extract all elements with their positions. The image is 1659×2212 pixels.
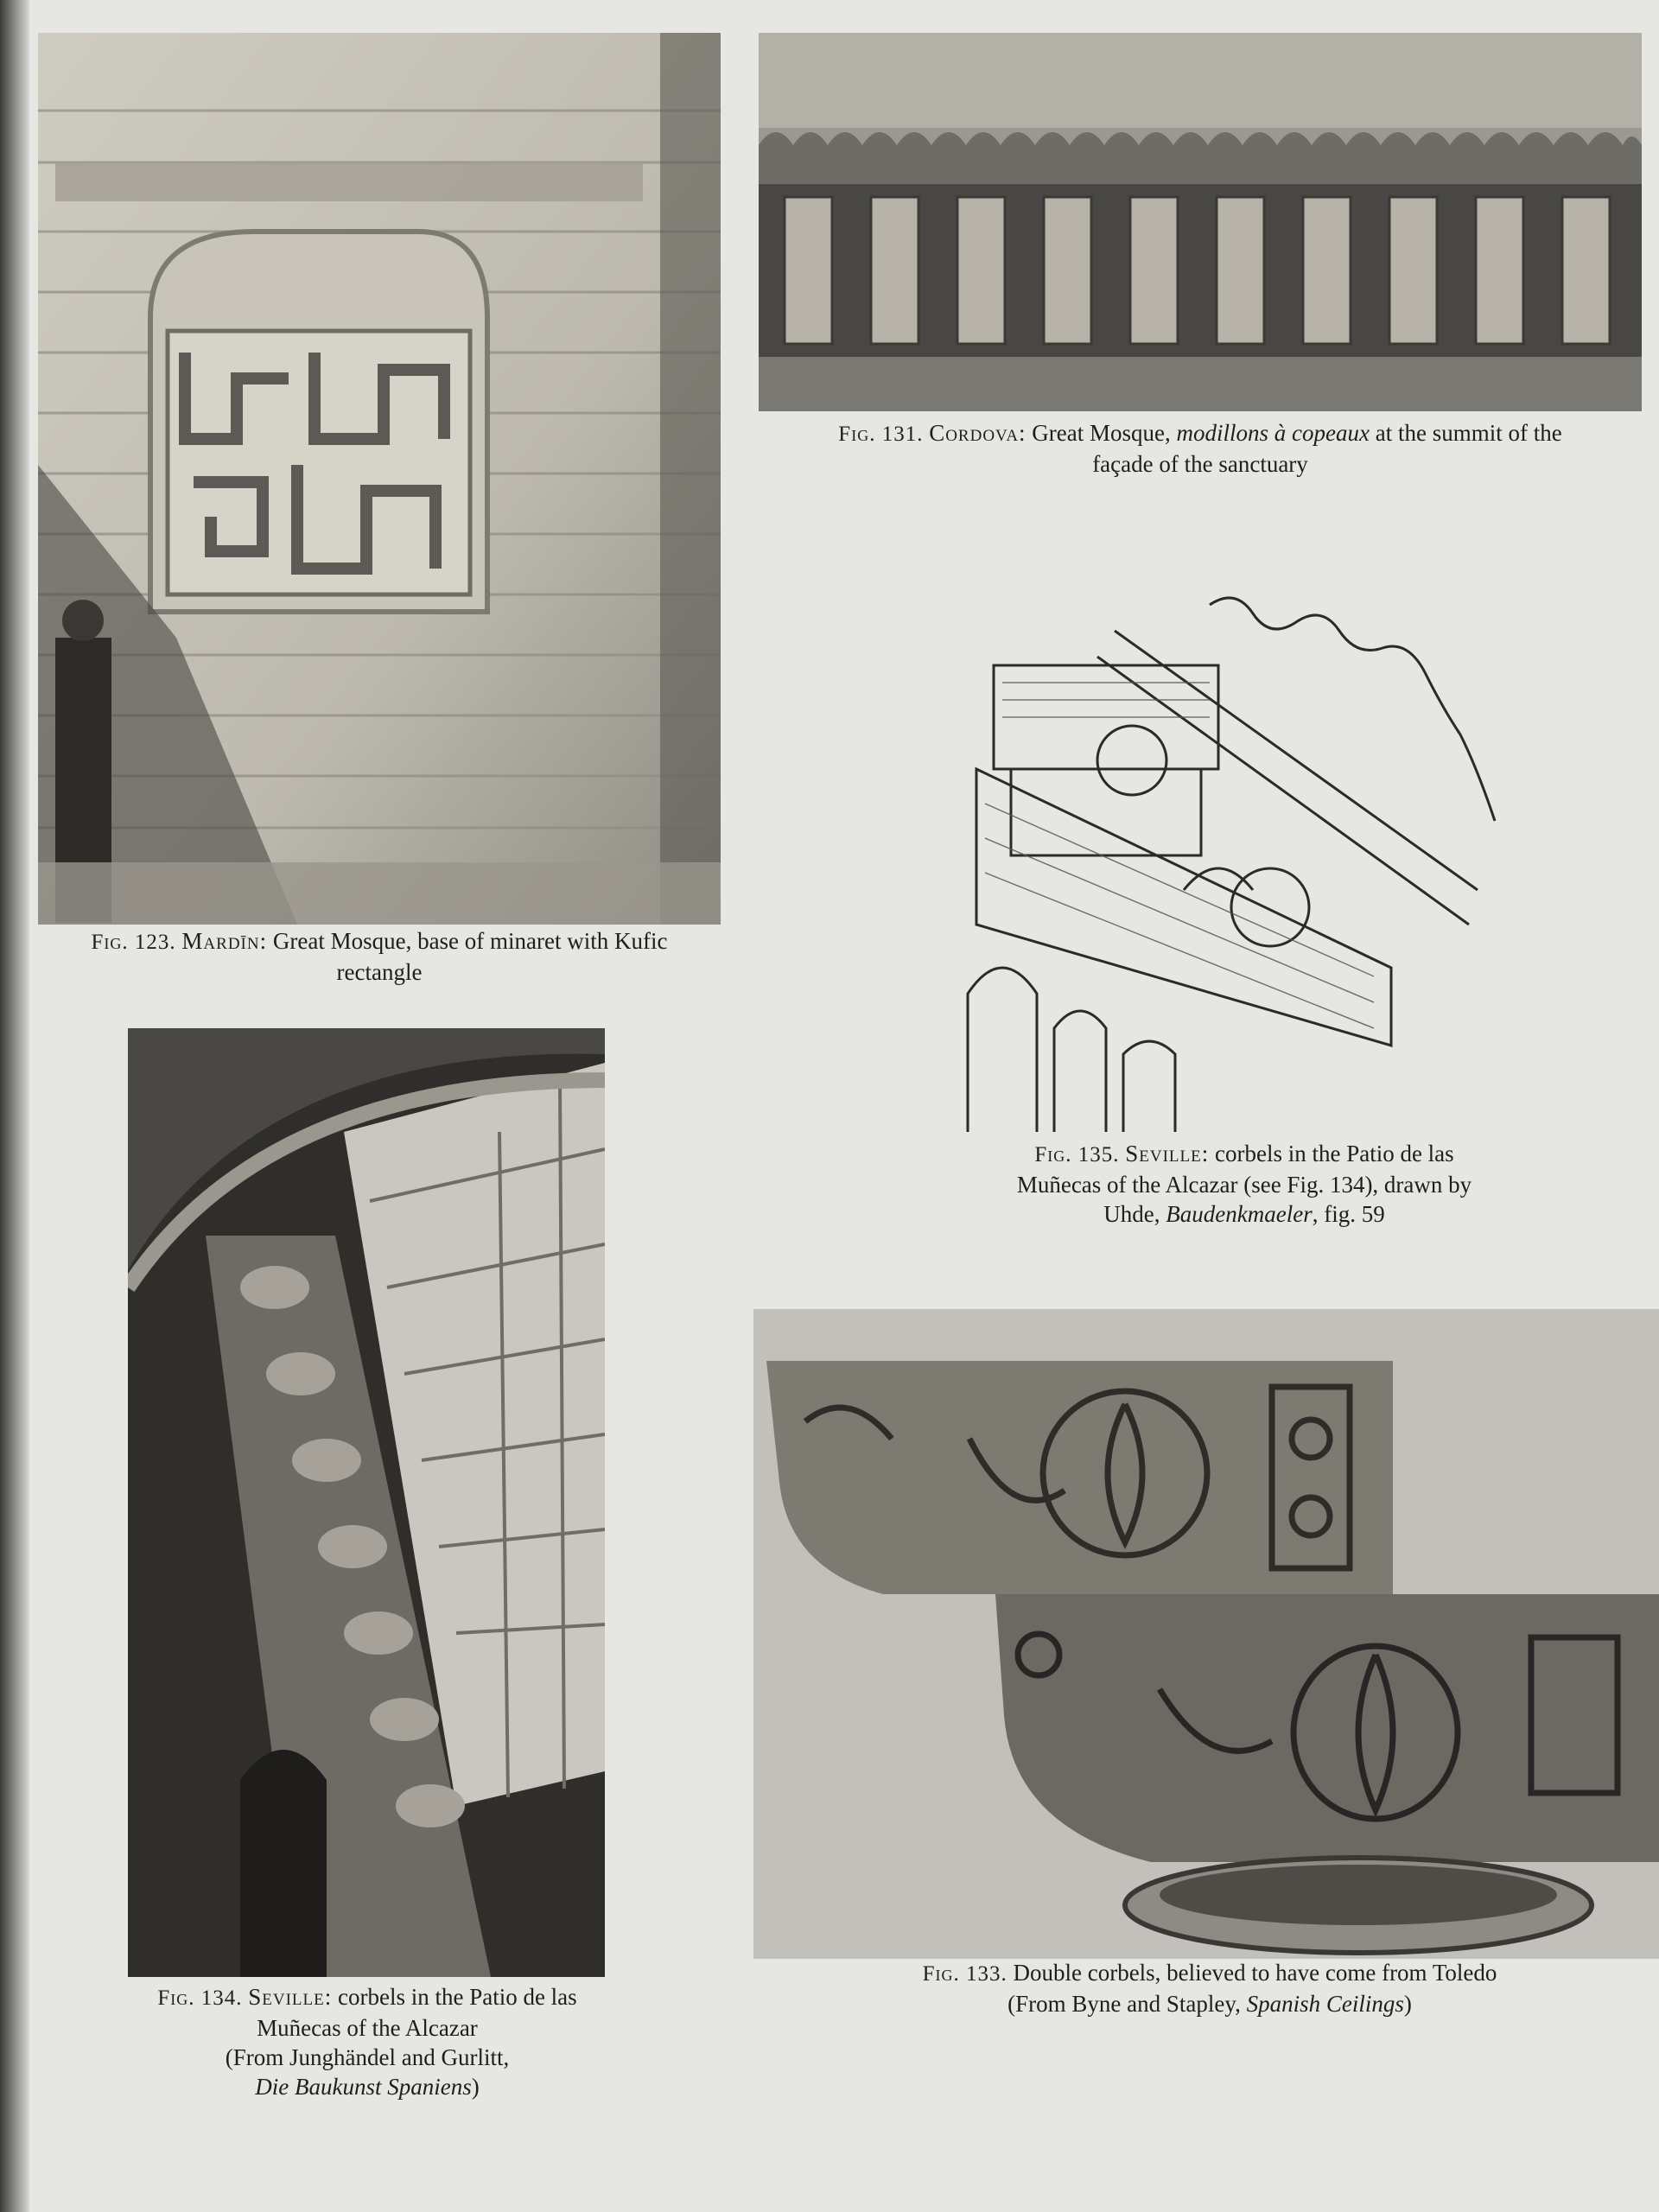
caption-text: corbels in the Patio de las — [337, 1984, 577, 2010]
caption-fig-133 — [760, 1958, 1659, 2018]
drawing-fig-135-corbels — [925, 562, 1512, 1132]
caption-text: rectangle — [336, 959, 423, 985]
caption-text: ) — [471, 2074, 480, 2100]
caption-text: (From Junghändel and Gurlitt, — [225, 2044, 510, 2070]
caption-text: , fig. 59 — [1312, 1201, 1385, 1227]
photo-fig-123-minaret — [38, 33, 721, 925]
figure-number: Fig. 134. — [157, 1986, 243, 2010]
figure-number: Fig. 131. — [838, 423, 924, 446]
caption-text: ) — [1403, 1991, 1412, 2017]
caption-text: Great Mosque, — [1032, 420, 1171, 446]
caption-text: Muñecas of the Alcazar (see Fig. 134), drawn by — [1016, 1172, 1472, 1198]
caption-fig-135 — [916, 1139, 1573, 1229]
photo-fig-134-patio — [128, 1028, 605, 1977]
caption-italic-term: Spanish Ceilings — [1246, 1991, 1404, 2017]
caption-text: Double corbels, believed to have come from Toledo — [1013, 1960, 1497, 1986]
place-name: Cordova: — [929, 420, 1027, 446]
caption-fig-131 — [759, 418, 1642, 479]
caption-text: corbels in the Patio de las — [1214, 1141, 1454, 1166]
caption-italic-term: Baudenkmaeler — [1166, 1201, 1313, 1227]
figure-number: Fig. 133. — [922, 1962, 1007, 1986]
caption-italic-term: modillons à copeaux — [1176, 420, 1370, 446]
caption-text: Great Mosque, base of minaret with Kufic — [272, 928, 668, 954]
page-gutter-shadow — [0, 0, 29, 2212]
photo-fig-131-modillons — [759, 33, 1642, 411]
figure-number: Fig. 123. — [91, 931, 176, 954]
caption-italic-term: Die Baukunst Spaniens — [255, 2074, 472, 2100]
caption-text: façade of the sanctuary — [1092, 451, 1308, 477]
caption-fig-123 — [38, 926, 721, 987]
place-name: Seville: — [248, 1984, 333, 2010]
place-name: Mardīn: — [181, 928, 268, 954]
caption-text: at the summit of the — [1375, 420, 1562, 446]
photo-fig-133-double-corbels — [753, 1309, 1659, 1959]
caption-text: Uhde, — [1103, 1201, 1160, 1227]
figure-number: Fig. 135. — [1034, 1143, 1120, 1166]
caption-text: (From Byne and Stapley, — [1007, 1991, 1241, 2017]
caption-fig-134 — [95, 1982, 639, 2101]
place-name: Seville: — [1125, 1141, 1210, 1166]
caption-text: Muñecas of the Alcazar — [257, 2015, 478, 2041]
